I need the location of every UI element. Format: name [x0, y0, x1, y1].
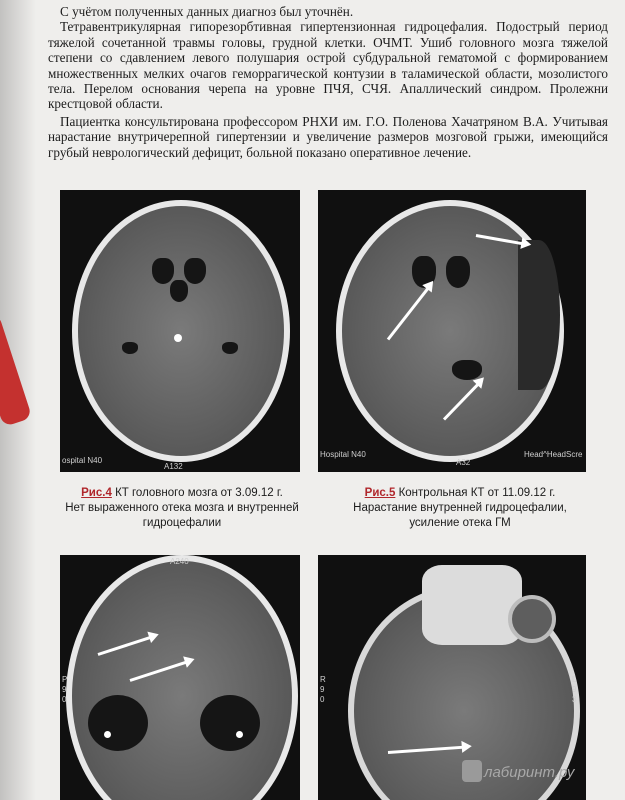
ventricle-posterior-left: [122, 342, 138, 354]
caption-fig4: [62, 486, 302, 531]
ct-scan-fig4: [60, 190, 300, 472]
calcification-right: [236, 731, 243, 738]
ct-overlay-top: A240: [170, 557, 189, 566]
ct-overlay-hospital: Hospital N40: [320, 450, 366, 459]
ventricle-right: [184, 258, 206, 284]
ventricle-right: [446, 256, 470, 288]
ct-overlay-protocol: Head^HeadScre: [524, 450, 583, 459]
orbit-right: [508, 595, 556, 643]
ventricle-left: [88, 695, 148, 751]
calcification-left: [104, 731, 111, 738]
ventricle-right: [200, 695, 260, 751]
paragraph-consultation: Пациентка консультирована профессором РНХИ им. Г.О. Поленова Хачатряном В.А. Учитывая нарастание внутричерепной гипертензии и увеличение размеров мозговой грыжи, имеющийся грубый неврологический дефицит, больной показано оперативное лечение.: [48, 113, 608, 160]
paragraph-1: С учётом полученных данных диагноз был уточнён.: [60, 4, 354, 19]
watermark: лабиринт.ру: [484, 764, 575, 781]
watermark-logo-icon: [462, 760, 482, 782]
ct-overlay-side: P 9 0: [62, 675, 68, 704]
caption-line-3: усиление отека ГМ: [409, 517, 511, 529]
ct-overlay-slice: A32: [456, 458, 471, 467]
ct-scan-lower-left: [60, 555, 300, 800]
skull-outline: [66, 555, 298, 800]
sinus-region: [422, 565, 522, 645]
calcification-spot: [174, 334, 182, 342]
caption-fig5: [330, 486, 590, 531]
caption-line-1: Контрольная КТ от 11.09.12 г.: [395, 487, 556, 499]
ventricle-posterior-right: [222, 342, 238, 354]
subdural-crescent: [518, 240, 560, 390]
paragraph-diagnosis: Тетравентрикулярная гипорезорбтивная гипертензионная гидроцефалия. Подострый период тяжелой сочетанной травмы головы, грудной клетки. ОЧМТ. Ушиб головного мозга тяжелой степени со сдавлением левого полушария острой субдуральной гематомой с формированием множественных мелких очагов геморрагической контузии в таламической области, мозолистого тела. Перелом основания черепа на уровне ПЧЯ, СЧЯ. Апаллический синдром. Пролежни крестцовой области.: [48, 19, 608, 112]
ct-overlay-hospital: ospital N40: [62, 456, 103, 465]
ventricle-center: [170, 280, 188, 302]
figure-label: Рис.5: [364, 487, 396, 499]
figure-label: Рис.4: [81, 487, 112, 499]
caption-line-2: Нет выраженного отека мозга и внутренней: [65, 502, 299, 514]
ct-scan-fig5: [318, 190, 586, 472]
caption-line-3: гидроцефалии: [142, 517, 222, 529]
ct-overlay-side-left: R 9 0: [320, 675, 326, 704]
skull-outline: [72, 200, 290, 462]
body-text: [48, 4, 608, 160]
caption-line-1: КТ головного мозга от 3.09.12 г.: [111, 487, 283, 499]
ventricle-left: [152, 258, 174, 284]
ct-overlay-slice: A132: [164, 462, 183, 471]
caption-line-2: Нарастание внутренней гидроцефалии,: [353, 502, 567, 514]
ct-overlay-side-right: L 9 3: [572, 675, 577, 704]
